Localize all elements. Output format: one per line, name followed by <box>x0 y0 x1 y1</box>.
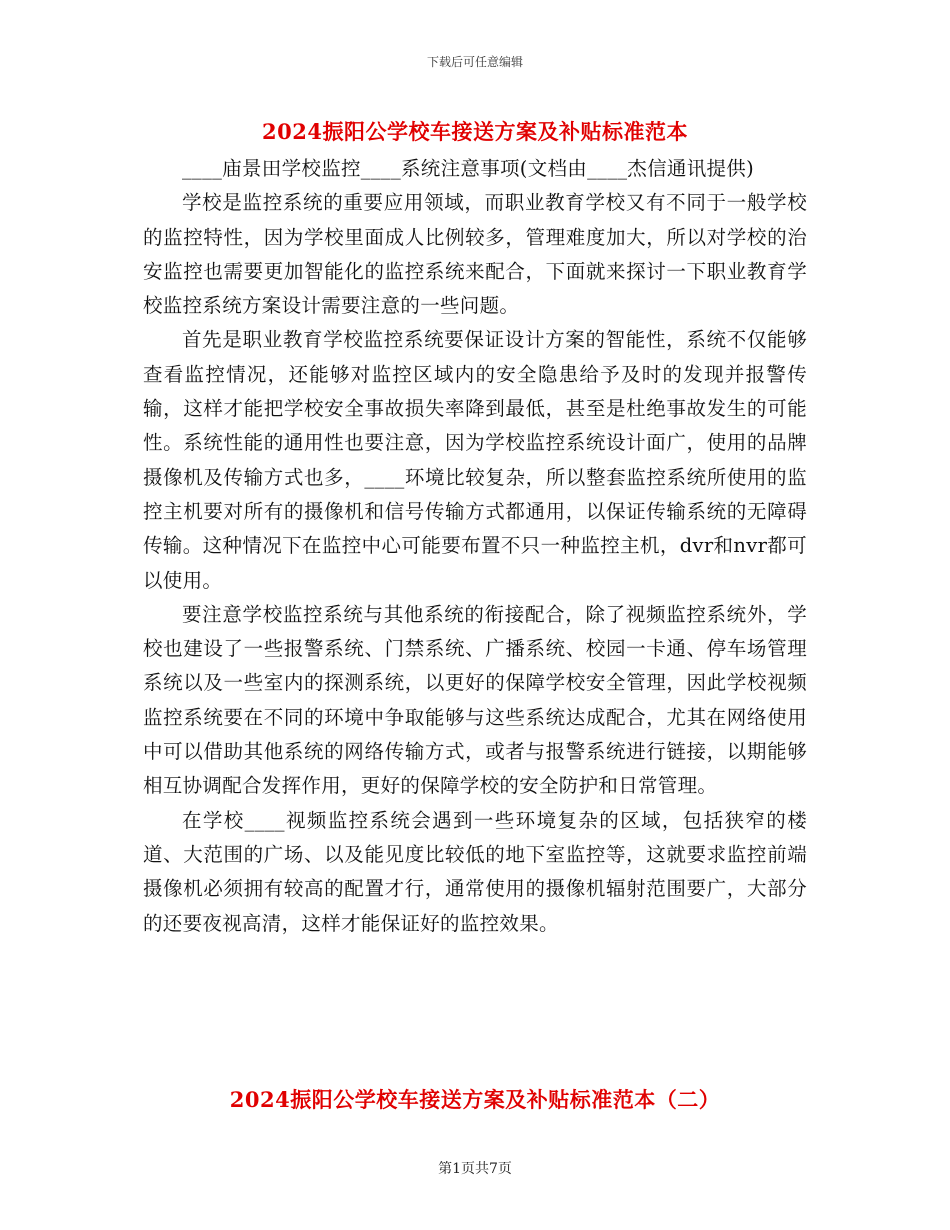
page-footer: 第1页共7页 <box>438 1161 512 1177</box>
paragraph-3: 要注意学校监控系统与其他系统的衔接配合，除了视频监控系统外，学校也建设了一些报警系统、门禁系统、广播系统、校园一卡通、停车场管理系统以及一些室内的探测系统，以更好的保障学校安全管理，因此学校视频监控系统要在不同的环境中争取能够与这些系统达成配合，尤其在网络使用中可以借助其他系统的网络传输方式，或者与报警系统进行链接，以期能够相互协调配合发挥作用，更好的保障学校的安全防护和日常管理。 <box>143 602 807 798</box>
paragraph-intro: ____庙景田学校监控____系统注意事项(文档由____杰信通讯提供) <box>182 157 755 180</box>
document-title: 2024振阳公学校车接送方案及补贴标准范本 <box>262 119 688 144</box>
header-note: 下载后可任意编辑 <box>426 55 523 69</box>
paragraph-2: 首先是职业教育学校监控系统要保证设计方案的智能性，系统不仅能够查看监控情况，还能够对监控区域内的安全隐患给予及时的发现并报警传输，这样才能把学校安全事故损失率降到最低，甚至是杜绝事故发生的可能性。系统性能的通用性也要注意，因为学校监控系统设计面广，使用的品牌摄像机及传输方式也多，____环境比较复杂，所以整套监控系统所使用的监控主机要对所有的摄像机和信号传输方式都通用，以保证传输系统的无障碍传输。这种情况下在监控中心可能要布置不只一种监控主机，dvr和nvr都可以使用。 <box>143 328 807 592</box>
section-title-2: 2024振阳公学校车接送方案及补贴标准范本（二） <box>229 1087 721 1112</box>
document-body <box>143 152 807 941</box>
paragraph-1: 学校是监控系统的重要应用领域，而职业教育学校又有不同于一般学校的监控特性，因为学校里面成人比例较多，管理难度加大，所以对学校的治安监控也需要更加智能化的监控系统来配合，下面就来探讨一下职业教育学校监控系统方案设计需要注意的一些问题。 <box>143 191 807 318</box>
paragraph-4: 在学校____视频监控系统会遇到一些环境复杂的区域，包括狭窄的楼道、大范围的广场、以及能见度比较低的地下室监控等，这就要求监控前端摄像机必须拥有较高的配置才行，通常使用的摄像机辐射范围要广，大部分的还要夜视高清，这样才能保证好的监控效果。 <box>143 808 807 935</box>
